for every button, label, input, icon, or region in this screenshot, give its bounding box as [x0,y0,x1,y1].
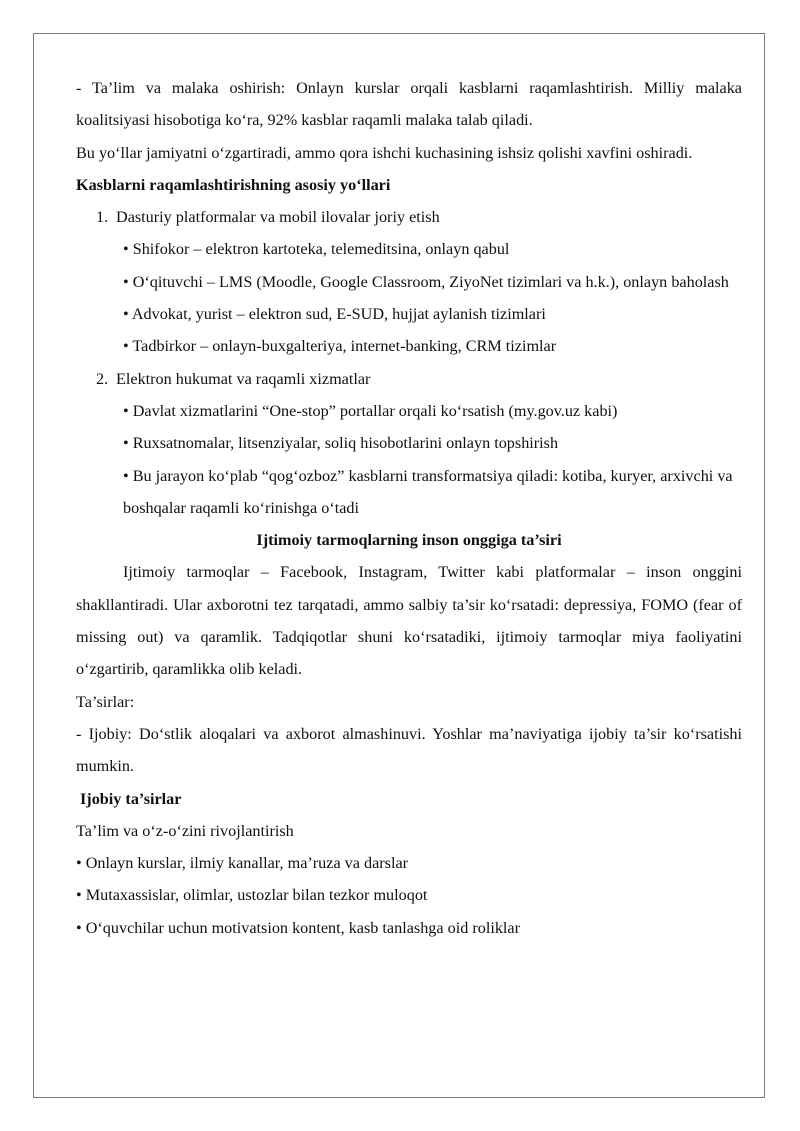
list-item-title [76,201,742,233]
bullet-item: • O‘qituvchi – LMS (Moodle, Google Classroom, ZiyoNet tizimlari va h.k.), onlayn baholash [123,272,729,291]
intro-paragraph: - Ta’lim va malaka oshirish: Onlayn kurslar orqali kasblarni raqamlashtirish. Milliy malaka koalitsiyasi hisobotiga ko‘ra, 92% kasblar raqamli malaka talab qiladi. [76,79,742,130]
effects-label: Ta’sirlar: [76,692,135,711]
list-item-title-text: Elektron hukumat va raqamli xizmatlar [116,369,371,388]
section-heading-digitalization: Kasblarni raqamlashtirishning asosiy yo‘llari [76,175,391,194]
bullet-item: • Onlayn kurslar, ilmiy kanallar, ma’ruza va darslar [76,854,409,873]
section-heading-social-networks: Ijtimoiy tarmoqlarning inson onggiga ta’siri [256,531,562,550]
social-networks-paragraph: Ijtimoiy tarmoqlar – Facebook, Instagram, Twitter kabi platformalar – inson onggini shakllantiradi. Ular axborotni tez tarqatadi, ammo salbiy ta’sir ko‘rsatadi: depressiya, FOMO (fear of missing out) va qaramlik. Tadqiqotlar shuni ko‘rsatadiki, ijtimoiy tarmoqlar miya faoliyatini o‘zgartirib, qaramlikka olib keladi. [76,563,742,679]
numbered-list [76,201,742,524]
positive-effects-line: - Ijobiy: Do‘stlik aloqalari va axborot almashinuvi. Yoshlar ma’naviyatiga ijobiy ta’sir ko‘rsatishi mumkin. [76,724,742,776]
list-item-title [76,363,742,395]
summary-paragraph: Bu yo‘llar jamiyatni o‘zgartiradi, ammo qora ishchi kuchasining ishsiz qolishi xavfini oshiradi. [76,143,693,162]
list-item-number: 1. [96,208,109,227]
list-item-1 [76,201,742,362]
section-heading-positive-effects: Ijobiy ta’sirlar [80,789,182,808]
bullet-item: • Davlat xizmatlarini “One-stop” portallar orqali ko‘rsatish (my.gov.uz kabi) [123,401,618,420]
bullet-item: • Bu jarayon ko‘plab “qog‘ozboz” kasblarni transformatsiya qiladi: kotiba, kuryer, arxivchi va boshqalar raqamli ko‘rinishga o‘tadi [123,466,733,517]
bullet-item: • Mutaxassislar, olimlar, ustozlar bilan tezkor muloqot [76,886,428,905]
document-body [76,72,742,944]
bullet-item: • Ruxsatnomalar, litsenziyalar, soliq hisobotlarini onlayn topshirish [123,434,559,453]
list-item-2 [76,363,742,524]
bullet-item: • O‘quvchilar uchun motivatsion kontent, kasb tanlashga oid roliklar [76,918,520,937]
list-item-number: 2. [96,369,109,388]
bullet-item: • Advokat, yurist – elektron sud, E-SUD, hujjat aylanish tizimlari [123,305,546,324]
section-subheading-education: Ta’lim va o‘z-o‘zini rivojlantirish [76,821,294,840]
bullet-item: • Shifokor – elektron kartoteka, telemeditsina, onlayn qabul [123,240,510,259]
bullet-item: • Tadbirkor – onlayn-buxgalteriya, internet-banking, CRM tizimlar [123,337,557,356]
list-item-title-text: Dasturiy platformalar va mobil ilovalar joriy etish [116,208,440,227]
